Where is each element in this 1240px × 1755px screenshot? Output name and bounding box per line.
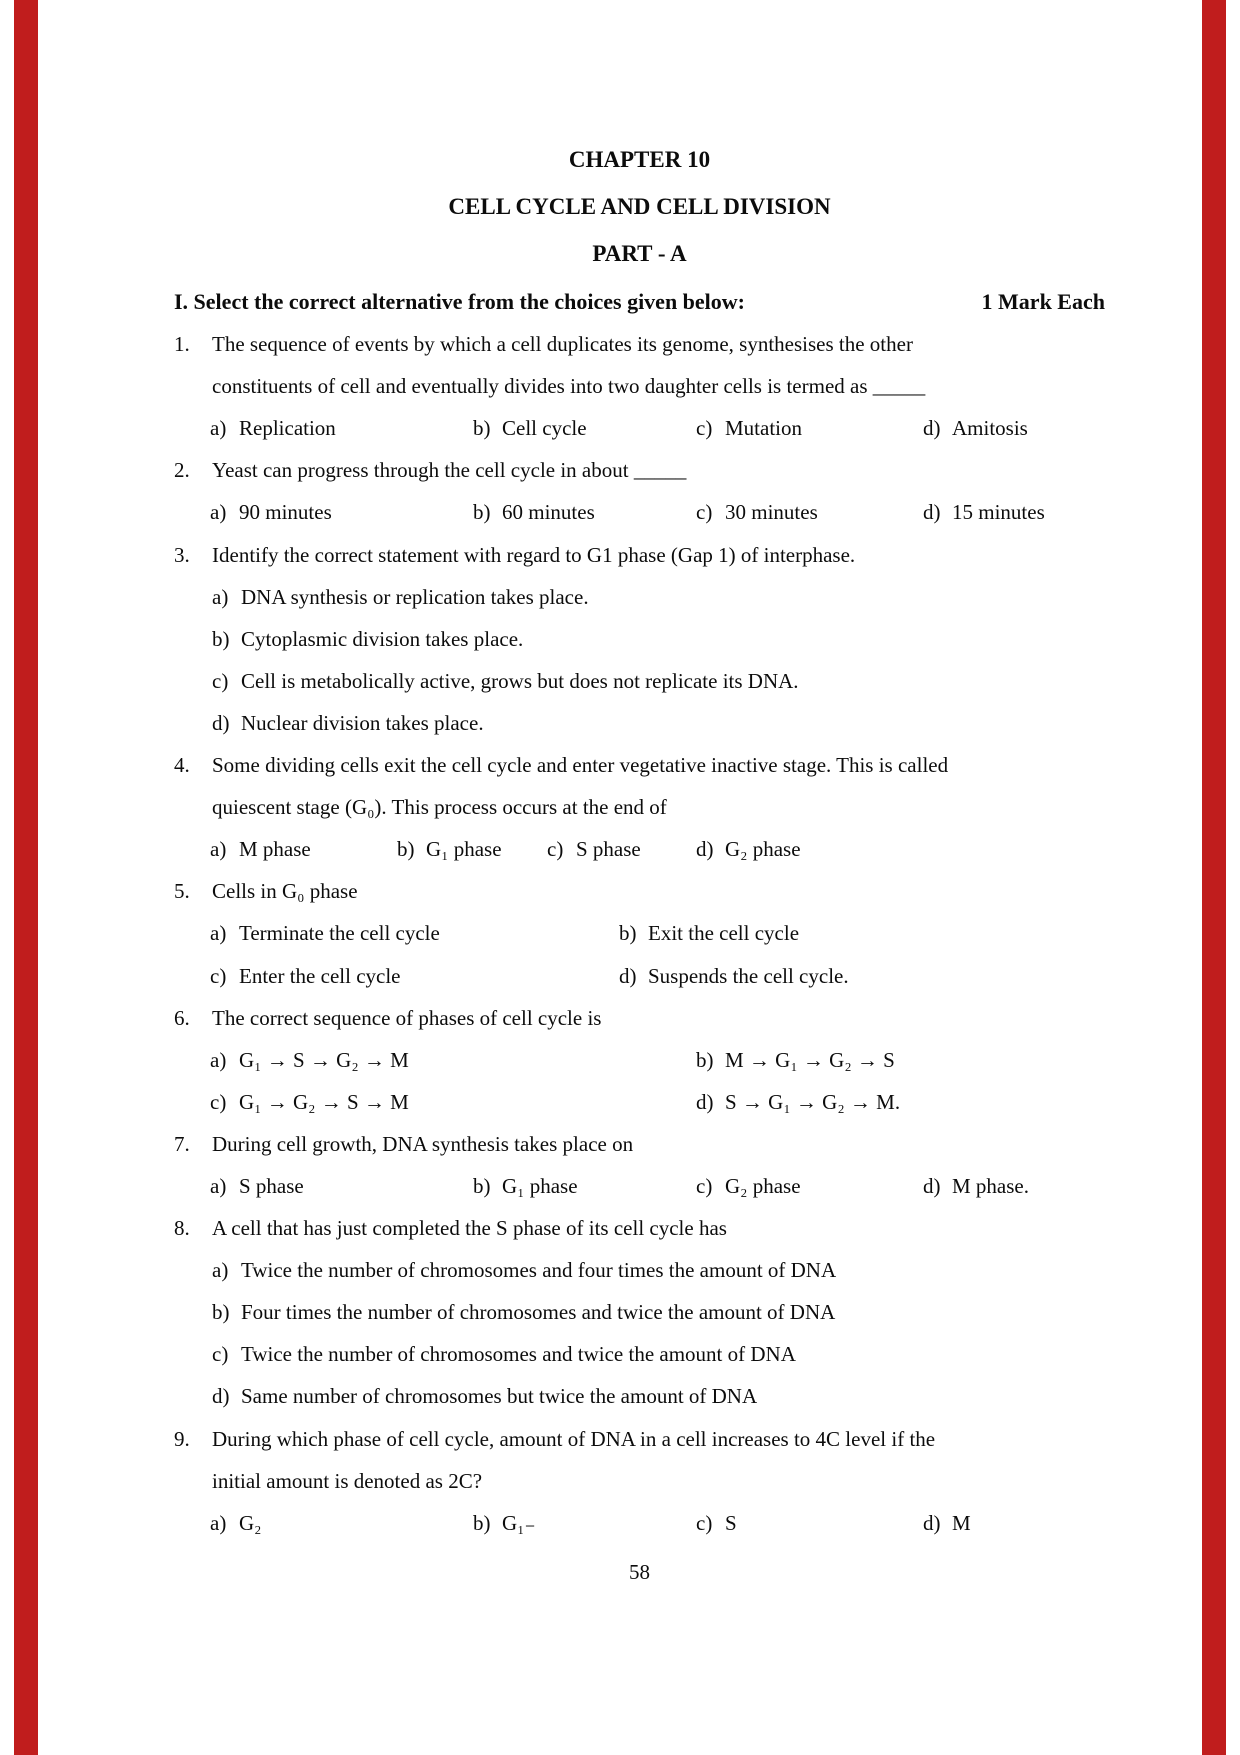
section-header [174, 281, 1105, 323]
question-text-line: Cells in G₀ phase [212, 879, 358, 904]
question-text-line: Yeast can progress through the cell cycle in about _____ [212, 458, 687, 483]
option-item [696, 1081, 900, 1123]
option-text: M → G₁ → G₂ → S [725, 1047, 895, 1072]
option-label: d) [619, 963, 637, 988]
option-item [397, 828, 547, 870]
option-label: d) [923, 1173, 941, 1198]
question-number: 8. [174, 1216, 190, 1241]
option-item [174, 576, 1105, 618]
question-number: 6. [174, 1005, 190, 1030]
options-row [174, 491, 1105, 533]
question-text-line: Some dividing cells exit the cell cycle and enter vegetative inactive stage. This is called [212, 753, 949, 778]
option-text: Cytoplasmic division takes place. [241, 626, 524, 651]
option-item [619, 912, 799, 954]
option-text: Twice the number of chromosomes and twice the amount of DNA [241, 1342, 796, 1367]
option-text: Same number of chromosomes but twice the amount of DNA [241, 1384, 758, 1409]
option-text: Replication [239, 416, 336, 441]
option-label: a) [210, 1047, 227, 1072]
question-text-line: During which phase of cell cycle, amount of DNA in a cell increases to 4C level if the [212, 1426, 936, 1451]
question-text-line: The sequence of events by which a cell duplicates its genome, synthesises the other [212, 332, 913, 357]
question-1 [174, 323, 1105, 449]
option-item [923, 491, 1045, 533]
option-label: b) [212, 1300, 230, 1325]
chapter-heading: CHAPTER 10 [568, 147, 711, 172]
option-text: Terminate the cell cycle [239, 921, 440, 946]
options-row [174, 955, 1105, 997]
options-row [174, 407, 1105, 449]
option-text: Cell cycle [502, 416, 587, 441]
option-label: a) [210, 1510, 227, 1535]
option-label: b) [619, 921, 637, 946]
left-edge-bar [14, 0, 38, 1755]
option-label: c) [696, 1510, 713, 1535]
option-text: Four times the number of chromosomes and twice the amount of DNA [241, 1300, 836, 1325]
option-item [174, 1333, 1105, 1375]
option-label: b) [696, 1047, 714, 1072]
option-item [473, 1502, 696, 1544]
question-number: 7. [174, 1131, 190, 1156]
option-text: S → G₁ → G₂ → M. [725, 1089, 901, 1114]
option-label: b) [212, 626, 230, 651]
option-text: M [952, 1510, 971, 1535]
option-text: G₁ phase [426, 837, 502, 862]
option-item [174, 1375, 1105, 1417]
question-number: 9. [174, 1426, 190, 1451]
option-label: b) [473, 500, 491, 525]
option-label: a) [212, 584, 229, 609]
options-row [174, 1165, 1105, 1207]
option-item [210, 955, 619, 997]
option-item [696, 1502, 923, 1544]
question-9 [174, 1418, 1105, 1544]
option-label: c) [212, 668, 229, 693]
option-item [473, 491, 696, 533]
option-label: a) [210, 921, 227, 946]
option-item [696, 1165, 923, 1207]
question-text-line: The correct sequence of phases of cell cycle is [212, 1005, 602, 1030]
option-item [923, 407, 1028, 449]
option-label: c) [210, 1089, 227, 1114]
options-row [174, 912, 1105, 954]
marks-label: 1 Mark Each [981, 289, 1105, 314]
option-text: S phase [576, 837, 641, 862]
option-item [696, 828, 801, 870]
option-item [923, 1165, 1029, 1207]
question-7 [174, 1123, 1105, 1207]
option-text: Amitosis [952, 416, 1028, 441]
option-item [174, 660, 1105, 702]
option-label: c) [696, 1173, 713, 1198]
option-label: c) [696, 500, 713, 525]
question-text-line: A cell that has just completed the S phase of its cell cycle has [212, 1216, 727, 1241]
option-text: G₂ phase [725, 1173, 801, 1198]
option-item [174, 618, 1105, 660]
option-text: 30 minutes [725, 500, 818, 525]
question-4 [174, 744, 1105, 870]
option-item [210, 912, 619, 954]
options-row [174, 1081, 1105, 1123]
option-text: G₂ phase [725, 837, 801, 862]
option-label: d) [212, 1384, 230, 1409]
option-label: d) [923, 416, 941, 441]
option-label: a) [210, 837, 227, 862]
option-label: b) [473, 1173, 491, 1198]
question-5 [174, 870, 1105, 996]
option-item [473, 1165, 696, 1207]
option-text: Exit the cell cycle [648, 921, 800, 946]
option-item [547, 828, 696, 870]
option-text: G₁ → G₂ → S → M [239, 1089, 409, 1114]
page-content [174, 136, 1105, 1593]
option-label: d) [923, 500, 941, 525]
option-label: c) [212, 1342, 229, 1367]
option-label: b) [473, 416, 491, 441]
page-number: 58 [629, 1559, 650, 1584]
options-row [174, 1502, 1105, 1544]
options-row [174, 828, 1105, 870]
option-item [210, 1039, 696, 1081]
option-text: G₂ [239, 1510, 262, 1535]
option-item [210, 1502, 473, 1544]
question-text-line: During cell growth, DNA synthesis takes place on [212, 1131, 634, 1156]
option-text: 90 minutes [239, 500, 332, 525]
option-label: b) [397, 837, 415, 862]
option-item [473, 407, 696, 449]
option-item [174, 702, 1105, 744]
option-text: S phase [239, 1173, 304, 1198]
option-text: Cell is metabolically active, grows but does not replicate its DNA. [241, 668, 799, 693]
question-8 [174, 1207, 1105, 1417]
option-label: a) [210, 1173, 227, 1198]
question-number: 2. [174, 458, 190, 483]
title-heading: CELL CYCLE AND CELL DIVISION [448, 194, 831, 219]
option-item [696, 407, 923, 449]
option-text: DNA synthesis or replication takes place. [241, 584, 589, 609]
option-text: M phase. [952, 1173, 1029, 1198]
section-instruction: I. Select the correct alternative from the choices given below: [174, 289, 746, 314]
option-item [619, 955, 849, 997]
option-label: c) [696, 416, 713, 441]
question-2 [174, 449, 1105, 533]
option-item [210, 828, 397, 870]
option-text: Nuclear division takes place. [241, 710, 484, 735]
part-heading: PART - A [592, 241, 687, 266]
option-text: S [725, 1510, 737, 1535]
option-label: d) [212, 710, 230, 735]
option-text: M phase [239, 837, 311, 862]
option-text: Enter the cell cycle [239, 963, 401, 988]
option-item [210, 1165, 473, 1207]
option-text: Suspends the cell cycle. [648, 963, 849, 988]
question-number: 1. [174, 332, 190, 357]
question-text-line: quiescent stage (G₀). This process occurs at the end of [212, 795, 667, 820]
option-item [174, 1291, 1105, 1333]
option-item [696, 1039, 895, 1081]
options-row [174, 1039, 1105, 1081]
question-text-line: constituents of cell and eventually divides into two daughter cells is termed as _____ [212, 374, 926, 399]
question-number: 4. [174, 753, 190, 778]
question-6 [174, 997, 1105, 1123]
question-3 [174, 534, 1105, 744]
option-item [210, 407, 473, 449]
option-item [696, 491, 923, 533]
option-label: d) [696, 837, 714, 862]
question-number: 3. [174, 542, 190, 567]
question-text-line: initial amount is denoted as 2C? [212, 1468, 483, 1493]
option-text: 15 minutes [952, 500, 1045, 525]
option-label: d) [923, 1510, 941, 1535]
option-text: 60 minutes [502, 500, 595, 525]
option-text: G₁ phase [502, 1173, 578, 1198]
option-label: d) [696, 1089, 714, 1114]
right-edge-bar [1202, 0, 1226, 1755]
option-label: a) [212, 1258, 229, 1283]
option-text: Mutation [725, 416, 802, 441]
option-text: Twice the number of chromosomes and four times the amount of DNA [241, 1258, 837, 1283]
question-text-line: Identify the correct statement with regard to G1 phase (Gap 1) of interphase. [212, 542, 856, 567]
option-label: a) [210, 416, 227, 441]
option-item [210, 1081, 696, 1123]
option-item [210, 491, 473, 533]
option-label: b) [473, 1510, 491, 1535]
option-item [174, 1249, 1105, 1291]
option-text: G₁ → S → G₂ → M [239, 1047, 409, 1072]
option-item [923, 1502, 971, 1544]
question-number: 5. [174, 879, 190, 904]
option-label: a) [210, 500, 227, 525]
option-label: c) [547, 837, 564, 862]
option-label: c) [210, 963, 227, 988]
option-text: G₁₋ [502, 1510, 536, 1535]
